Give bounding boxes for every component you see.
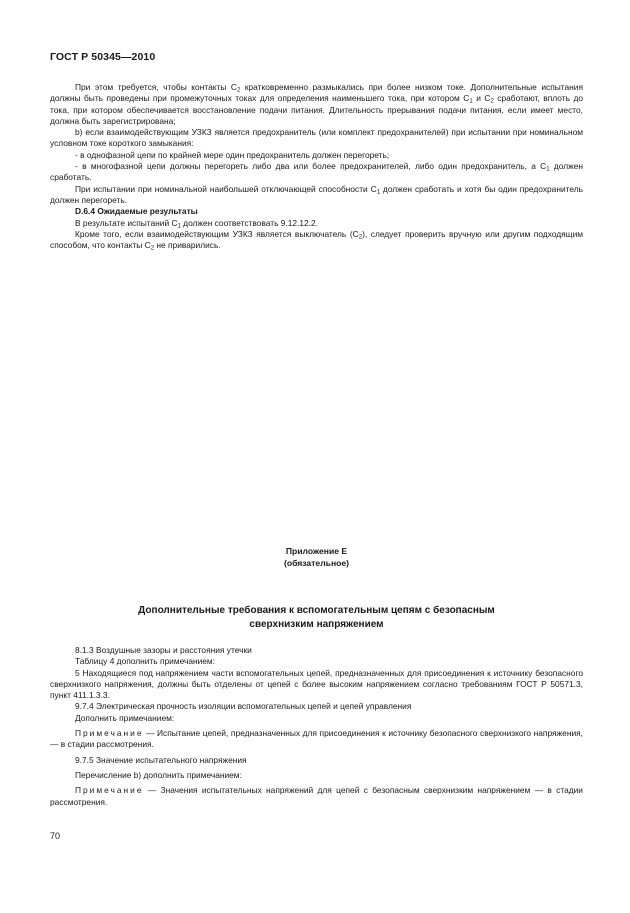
clause-9-7-5: 9.7.5 Значение испытательного напряжения bbox=[75, 754, 247, 765]
paragraph-breaking-capacity: При испытании при номинальной наибольшей отключающей способности $C_1$ должен сработать и хотя бы один предохранитель должен перегореть. bbox=[50, 183, 584, 205]
clause-9-7-4: 9.7.4 Электрическая прочность изоляции вспомогательных цепей и цепей управления bbox=[75, 701, 412, 712]
table-4-note-intro: Таблицу 4 дополнить примечанием: bbox=[75, 656, 216, 667]
paragraph-result: В результате испытаний $C_1$ должен соответствовать 9.12.12.2. bbox=[75, 217, 319, 230]
annex-title: Приложение Е bbox=[285, 546, 348, 556]
heading-d64: D.6.4 Ожидаемые результаты bbox=[75, 206, 198, 217]
annex-heading-line2: сверхнизким напряжением bbox=[249, 619, 384, 630]
annex-heading-line1: Дополнительные требования к вспомогательным цепям с безопасным bbox=[138, 605, 495, 616]
add-note-intro: Дополнить примечанием: bbox=[75, 712, 175, 723]
section-d-text bbox=[50, 82, 583, 251]
paragraph-fuse: b) если взаимодействующим УЗКЗ является предохранитель (или комплект предохранителей) при испытании при номинальном условном токе короткого замыкания: bbox=[50, 127, 583, 149]
paragraph-single-phase: - в однофазной цепи по крайней мере один предохранитель должен перегореть; bbox=[75, 149, 390, 160]
note-5: 5 Находящиеся под напряжением части вспомогательных цепей, предназначенных для присоединения к источнику безопасного сверхнизкого напряжения, должны быть отделены от цепей с более высоким напряжением согласно требованиям ГОСТ Р 50571.3, пункт 411.1.3.3. bbox=[50, 667, 583, 701]
enumeration-b-intro: Перечисление b) дополнить примечанием: bbox=[75, 769, 242, 780]
note-insulation: Примечание — Испытание цепей, предназначенных для присоединения к источнику безопасного сверхнизкого напряжения, — в стадии рассмотрения. bbox=[50, 728, 583, 750]
page-number: 70 bbox=[50, 831, 61, 841]
section-e-text bbox=[50, 645, 583, 808]
standard-header: ГОСТ Р 50345—2010 bbox=[50, 51, 156, 63]
clause-8-1-3: 8.1.3 Воздушные зазоры и расстояния утечки bbox=[75, 645, 252, 655]
paragraph-multi-phase: - в многофазной цепи должны перегореть либо два или более предохранителей, либо один предохранитель, а $C_1$ должен сработать. bbox=[50, 161, 583, 183]
paragraph-contacts: При этом требуется, чтобы контакты $C_2$ кратковременно размыкались при более низком токе. Дополнительные испытания должны быть проведены при промежуточных токах для определения наименьшего тока, при котором $C_1$ и $C_2$ сработают, вплоть до тока, при котором обеспечивается восстановление подачи питания. Длительность прерывания подачи питания, если имеет место, должна быть зарегистрирована; bbox=[50, 82, 584, 126]
note-test-voltage: Примечание — Значения испытательных напряжений для цепей с безопасным сверхнизким напряжением — в стадии рассмотрения. bbox=[50, 785, 583, 807]
paragraph-welding-check: Кроме того, если взаимодействующим УЗКЗ является выключатель $(C_2)$, следует проверить вручную или другим подходящим способом, что контакты $C_2$ не приварились. bbox=[50, 228, 583, 252]
annex-status: (обязательное) bbox=[283, 558, 350, 568]
